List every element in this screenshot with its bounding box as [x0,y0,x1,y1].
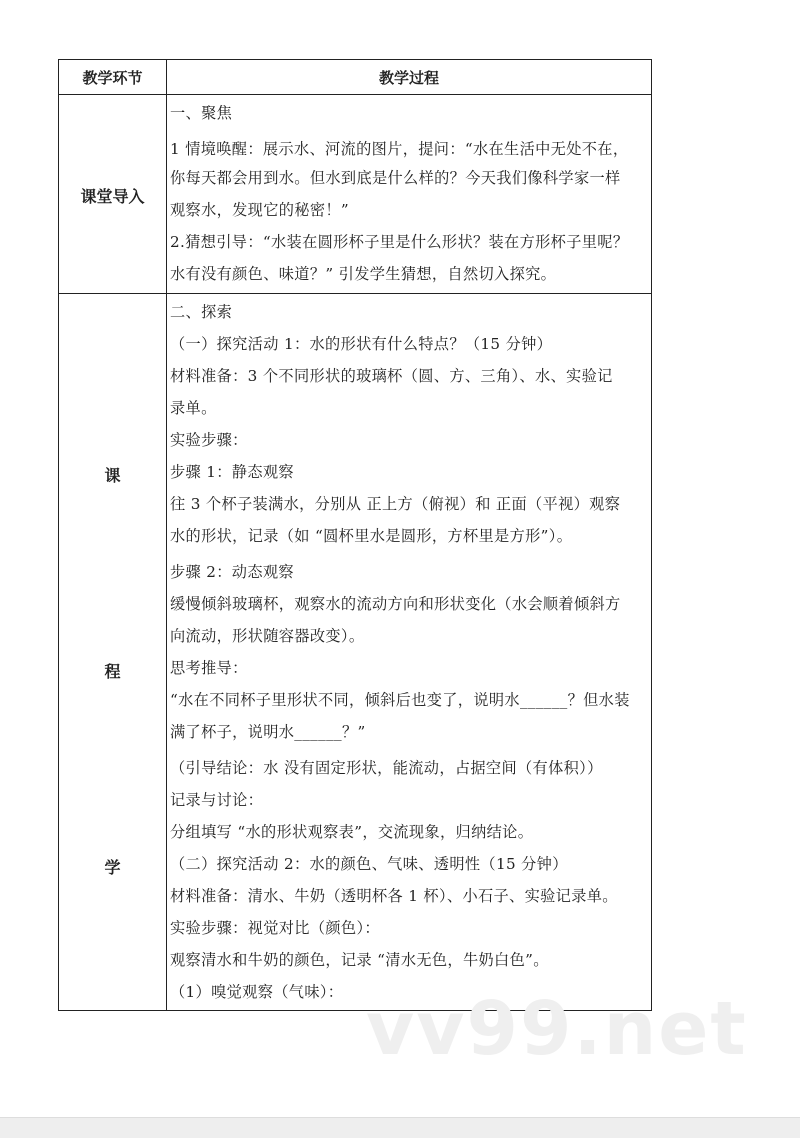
course-line: （引导结论：水 没有固定形状，能流动，占据空间（有体积）） [170,759,603,777]
course-line: 材料准备：清水、牛奶（透明杯各 1 杯）、小石子、实验记录单。 [170,887,618,905]
course-line: 二、探索 [170,303,233,321]
course-line: 思考推导： [170,659,248,677]
course-line: 步骤 2：动态观察 [170,563,294,581]
header-divider [58,94,652,95]
intro-line: 你每天都会用到水。但水到底是什么样的？今天我们像科学家一样 [170,169,621,187]
course-line: 实验步骤：视觉对比（颜色）： [170,919,380,937]
course-line: 水的形状，记录（如 “圆杯里水是圆形，方杯里是方形”）。 [170,527,573,545]
label-course-1: 课 [104,466,121,485]
intro-line: 一、聚焦 [170,104,233,122]
course-line: （1）嗅觉观察（气味）： [170,983,344,1001]
table-right-border [651,59,652,1011]
intro-line: 观察水，发现它的秘密！” [170,201,350,219]
intro-line: 水有没有颜色、味道？” 引发学生猜想，自然切入探究。 [170,265,557,283]
intro-line: 2.猜想引导：“水装在圆形杯子里是什么形状？装在方形杯子里呢？ [170,233,629,251]
label-classroom-intro: 课堂导入 [80,187,145,206]
course-line: 录单。 [170,399,217,417]
watermark: vv99.net [366,986,748,1072]
label-course-2: 程 [104,662,121,681]
course-line: 向流动，形状随容器改变）。 [170,627,365,645]
course-line: 观察清水和牛奶的颜色，记录 “清水无色，牛奶白色”。 [170,951,549,969]
course-line: 缓慢倾斜玻璃杯，观察水的流动方向和形状变化（水会顺着倾斜方 [170,595,621,613]
header-stage: 教学环节 [82,68,143,87]
course-line: （一）探究活动 1：水的形状有什么特点？（15 分钟） [170,335,553,353]
intro-divider [58,293,652,294]
course-line: 分组填写 “水的形状观察表”，交流现象，归纳结论。 [170,823,534,841]
course-line: 记录与讨论： [170,791,264,809]
course-line: 往 3 个杯子装满水，分别从 正上方（俯视）和 正面（平视）观察 [170,495,621,513]
label-course-3: 学 [104,858,121,877]
column-divider [166,59,167,1011]
course-line: “水在不同杯子里形状不同，倾斜后也变了，说明水______？但水装 [170,691,630,709]
header-process: 教学过程 [378,68,439,87]
course-line: （二）探究活动 2：水的颜色、气味、透明性（15 分钟） [170,855,568,873]
course-line: 满了杯子，说明水______？” [170,723,366,741]
viewer-bottom-bar [0,1117,800,1138]
course-line: 实验步骤： [170,431,248,449]
course-line: 步骤 1：静态观察 [170,463,294,481]
intro-line: 1 情境唤醒：展示水、河流的图片，提问：“水在生活中无处不在， [170,140,629,158]
course-line: 材料准备：3 个不同形状的玻璃杯（圆、方、三角）、水、实验记 [170,367,613,385]
